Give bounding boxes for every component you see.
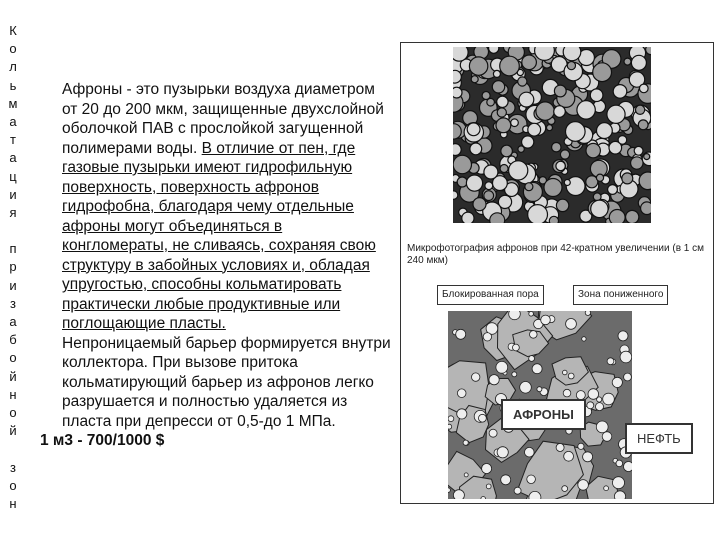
afron-bubble: [582, 337, 586, 341]
afron-bubble: [497, 447, 508, 458]
bubble: [497, 96, 508, 107]
side-letter: й: [9, 368, 17, 384]
bubble: [496, 118, 511, 133]
afron-bubble: [529, 356, 535, 362]
bubble: [608, 185, 618, 195]
afron-bubble: [566, 319, 577, 330]
side-letter: н: [9, 386, 17, 402]
bubble: [586, 143, 600, 157]
bubble: [566, 122, 586, 142]
bubble: [547, 125, 553, 131]
label-reduced-zone: Зона пониженного: [573, 285, 668, 305]
bubble: [490, 213, 505, 223]
bubble: [567, 62, 575, 70]
micrograph-caption: Микрофотография афронов при 42-кратном увеличении (в 1 см 240 мкм): [407, 243, 704, 266]
bubble: [485, 182, 493, 190]
bubble: [564, 180, 570, 186]
side-letter: о: [9, 477, 17, 493]
bubble: [613, 85, 627, 99]
afron-bubble: [585, 311, 590, 316]
afron-bubble: [624, 462, 633, 472]
afron-bubble: [486, 484, 491, 489]
side-vertical-title: [6, 22, 20, 513]
bubble: [552, 143, 561, 152]
bubble: [528, 205, 548, 223]
afron-bubble: [607, 358, 614, 365]
afron-bubble: [489, 375, 499, 385]
label-oil: НЕФТЬ: [625, 423, 693, 454]
bubble: [593, 63, 612, 82]
afron-bubble: [496, 361, 508, 373]
bubble: [577, 101, 595, 119]
afron-bubble: [578, 480, 589, 491]
bubble: [489, 47, 499, 53]
bubble: [467, 123, 480, 136]
afron-bubble: [464, 473, 468, 477]
afron-bubble: [620, 351, 632, 363]
side-letter: и: [9, 186, 17, 202]
afron-bubble: [457, 389, 466, 398]
bubble: [634, 146, 643, 155]
afron-bubble: [514, 487, 521, 494]
side-letter: а: [9, 314, 17, 329]
afron-bubble: [448, 424, 452, 429]
paragraph-afrony-definition: [40, 80, 392, 334]
afron-bubble: [532, 364, 542, 374]
bubble: [638, 120, 648, 130]
side-letter: п: [9, 241, 17, 257]
bubble: [453, 70, 461, 83]
bubble: [554, 106, 566, 118]
side-letter: й: [9, 423, 17, 439]
bubble: [609, 210, 625, 224]
afron-bubble: [596, 421, 608, 433]
bubble: [639, 172, 651, 190]
bubble: [607, 105, 625, 123]
bubble: [469, 57, 487, 75]
bubble: [522, 55, 537, 70]
micrograph-afrony: [453, 47, 651, 223]
afron-bubble: [563, 370, 568, 375]
bubble: [453, 191, 458, 199]
bubble: [462, 212, 474, 223]
afron-bubble: [481, 497, 486, 500]
bubble: [597, 123, 613, 139]
side-letter: а: [9, 113, 17, 129]
afron-bubble: [530, 331, 538, 339]
bubble: [596, 174, 603, 181]
paragraph-barrier: Непроницаемый барьер формируется внутри коллектора. При вызове притока кольматирующий барьер из афронов легко разрушается и полностью удаляется из пласта при депресси от 0,5-до 1 МПа.: [62, 334, 391, 430]
bubble: [500, 165, 508, 173]
bubble: [536, 102, 554, 120]
bubble: [631, 157, 643, 169]
afron-bubble: [614, 491, 625, 499]
afron-bubble: [583, 452, 593, 462]
side-letter: я: [9, 204, 17, 220]
afron-bubble: [618, 331, 628, 341]
side-letter: а: [9, 150, 17, 166]
bubble: [556, 199, 568, 211]
bubble: [457, 177, 467, 187]
afron-bubble: [529, 312, 534, 317]
afron-bubble: [612, 377, 622, 387]
afron-bubble: [509, 311, 521, 320]
bubble: [636, 105, 645, 114]
side-letter: о: [9, 41, 17, 57]
bubble: [470, 143, 482, 155]
afron-bubble: [616, 460, 623, 467]
side-gap: [6, 440, 20, 458]
afron-bubble: [520, 382, 532, 394]
bubble: [549, 216, 558, 223]
bubble: [624, 58, 631, 65]
afron-bubble: [463, 440, 468, 445]
bubble: [501, 145, 513, 157]
para1-start: Афроны - это пузырьки воздуха диаметром от 20 до 200 мкм, защищенные двухслойной оболочкой ПАВ с прослойкой загущенной полимерами воды.: [62, 81, 384, 157]
bubble: [497, 108, 506, 117]
afron-bubble: [527, 475, 536, 484]
bubble: [590, 89, 603, 102]
afron-bubble: [562, 486, 568, 492]
bubble: [631, 55, 646, 70]
bubble: [618, 136, 627, 145]
bubble: [484, 165, 498, 179]
side-letter: л: [9, 59, 17, 75]
bubble: [500, 56, 520, 76]
bubble: [511, 119, 519, 127]
bubble: [544, 179, 562, 197]
side-letter: о: [9, 404, 17, 420]
bubble: [591, 200, 608, 217]
side-gap: [6, 222, 20, 240]
afron-bubble: [489, 429, 497, 437]
afron-bubble: [483, 333, 491, 341]
bubble: [518, 146, 524, 152]
afron-bubble: [564, 451, 574, 461]
afron-bubble: [456, 329, 466, 339]
afron-bubble: [479, 414, 487, 422]
price-line: 1 м3 - 700/1000 $: [40, 432, 165, 449]
bubble: [509, 161, 528, 180]
bubble: [484, 191, 494, 201]
bubble: [453, 87, 462, 98]
afron-bubble: [624, 373, 632, 381]
bubble: [466, 175, 482, 191]
side-letter: и: [9, 277, 17, 293]
afron-bubble: [537, 387, 542, 392]
afron-bubble: [448, 416, 454, 422]
side-letter: з: [10, 459, 16, 475]
afron-bubble: [604, 486, 609, 491]
bubble: [473, 198, 486, 211]
bubble: [492, 81, 504, 93]
afron-bubble: [541, 315, 551, 325]
side-letter: р: [9, 259, 17, 275]
bubble: [641, 202, 651, 215]
bubble: [519, 92, 534, 107]
label-afrony: АФРОНЫ: [501, 399, 586, 430]
afron-bubble: [448, 488, 450, 493]
bubble: [493, 70, 500, 77]
bubble: [518, 77, 527, 86]
bubble: [626, 210, 639, 223]
afron-bubble: [603, 393, 615, 405]
bubble: [525, 183, 533, 191]
afron-bubble: [457, 409, 467, 419]
side-letter: о: [9, 350, 17, 366]
bubble: [471, 76, 478, 83]
side-letter: з: [10, 295, 16, 311]
side-letter: ц: [9, 168, 17, 184]
afron-bubble: [596, 403, 604, 411]
afron-bubble: [568, 373, 574, 379]
afron-bubble: [482, 464, 492, 474]
bubble: [644, 154, 650, 160]
afron-bubble: [613, 477, 625, 489]
label-blocked-pore: Блокированная пора: [437, 285, 544, 305]
bubble: [640, 84, 649, 93]
afron-bubble: [453, 490, 464, 499]
side-letter: ь: [9, 77, 17, 93]
bubble: [487, 98, 495, 106]
side-letter: т: [10, 132, 16, 148]
bubble: [646, 47, 651, 55]
afrony-figure: [400, 42, 714, 504]
bubble: [528, 123, 541, 136]
bubble: [453, 47, 468, 61]
afron-bubble: [602, 432, 612, 442]
afron-bubble: [525, 447, 535, 457]
bubble: [556, 161, 565, 170]
para1-underlined: В отличие от пен, где газовые пузырьки имеют гидрофильную поверхность, поверхность афронов гидрофобна, благодаря чему отдельные афроны могут объединяться в конгломераты, не сливаясь, сохраняя свою структуру в забойных условиях и, обладая упругостью, способны кольматировать практически любые продуктивные или поглощающие пласты.: [62, 139, 376, 332]
afron-bubble: [578, 443, 584, 449]
afron-bubble: [513, 344, 520, 351]
bubble: [563, 47, 581, 61]
bubble: [554, 85, 566, 97]
afron-bubble: [556, 444, 564, 452]
side-letter: н: [9, 495, 17, 511]
body-text-block: [40, 80, 392, 451]
afron-bubble: [587, 402, 594, 409]
afron-bubble: [501, 475, 511, 485]
bubble: [453, 144, 461, 156]
afron-bubble: [563, 389, 571, 397]
side-letter: м: [8, 95, 18, 111]
bubble: [622, 173, 633, 184]
afron-bubble: [512, 372, 517, 377]
side-letter: К: [9, 23, 17, 38]
afron-bubble: [588, 389, 599, 400]
bubble: [560, 150, 569, 159]
bubble: [453, 155, 471, 173]
afron-bubble: [472, 373, 480, 381]
side-letter: б: [9, 332, 17, 348]
